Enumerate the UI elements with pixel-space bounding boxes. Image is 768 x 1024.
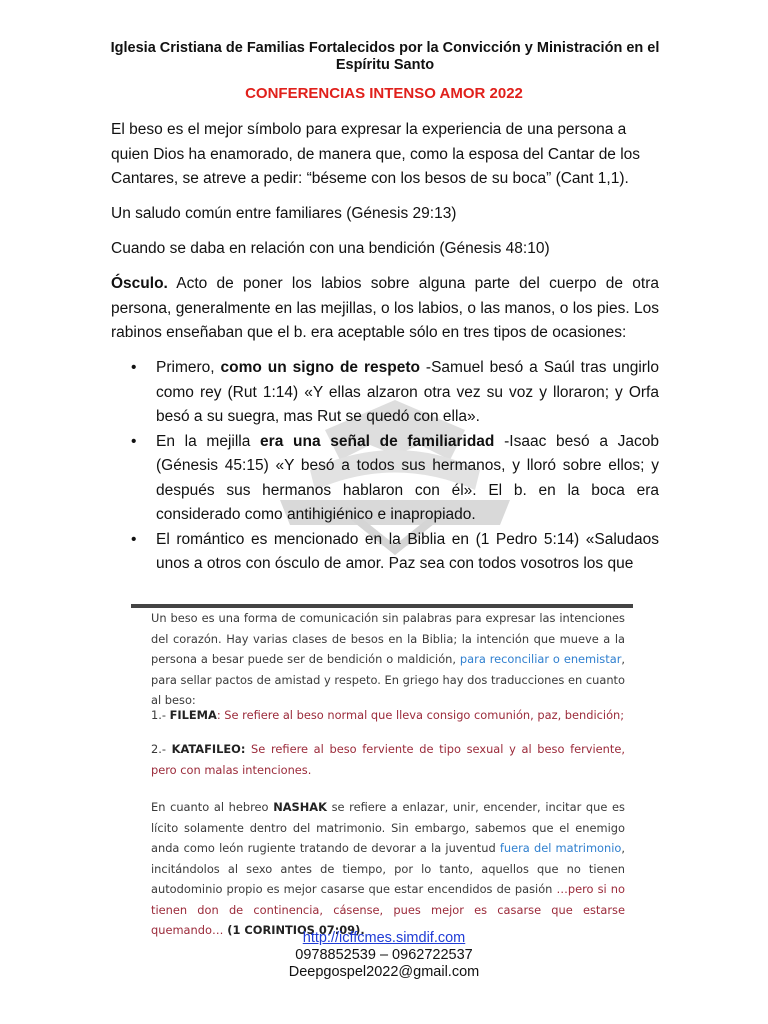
- embed-reference: (1 CORINTIOS 07:09).: [223, 923, 365, 937]
- embed-term: FILEMA: [169, 708, 217, 722]
- embed-nashak-paragraph: [151, 797, 625, 941]
- bullet-text: Primero,: [156, 359, 221, 376]
- embed-term: KATAFILEO:: [171, 742, 246, 756]
- email-address: Deepgospel2022@gmail.com: [288, 964, 480, 980]
- bullet-text: -Samuel besó a Saúl tras ungirlo como rey (Rut 1:14) «Y ellas alzaron otra vez su voz y lloraron; y Orfa besó a su suegra, mas Rut se quedó con ella».: [156, 359, 659, 425]
- church-name-heading: Iglesia Cristiana de Familias Fortalecidos por la Convicción y Ministración en el Espíritu Santo: [110, 40, 660, 73]
- embed-katafileo-item: [151, 739, 625, 780]
- embed-text: En cuanto al hebreo: [151, 800, 274, 814]
- embed-item-number: 1.-: [151, 708, 170, 722]
- embed-text: , incitándolos al sexo antes de tiempo, por lo tanto, aquellos que no tienen autodominio propio es mejor casarse que estar encendidos de pasión: [151, 841, 625, 896]
- bullet-icon: •: [131, 530, 137, 548]
- embed-text: , para sellar pactos de amistad y respeto. En griego hay dos traducciones en cuanto al beso:: [151, 652, 625, 707]
- embed-item-number: 2.-: [151, 742, 172, 756]
- paragraph-osculo: [111, 272, 659, 346]
- bullet-bold-text: era una señal de familiaridad: [260, 432, 495, 450]
- osculo-definition: Acto de poner los labios sobre alguna parte del cuerpo de otra persona, generalmente en las mejillas, o los labios, o las manos, o los pies. Los rabinos enseñaban que el b. era aceptable sólo en tres tipos de ocasiones:: [111, 275, 659, 341]
- bullet-text: -Isaac besó a Jacob (Génesis 45:15) «Y besó a todos sus hermanos, y lloró sobre ellos; y después sus hermanos hablaron con él». El b. en la boca era considerado como antihigiénico e inapropiado.: [156, 432, 660, 523]
- osculo-term: Ósculo.: [111, 275, 168, 292]
- paragraph-family-greeting: Un saludo común entre familiares (Génesis 29:13): [111, 205, 457, 222]
- embed-quote: …pero si no tienen don de continencia, cásense, pues mejor es casarse que estarse quemando…: [151, 882, 625, 937]
- conference-title: CONFERENCIAS INTENSO AMOR 2022: [245, 85, 523, 102]
- paragraph-beso-symbol: El beso es el mejor símbolo para expresar la experiencia de una persona a quien Dios ha enamorado, de manera que, como la esposa del Cantar de los Cantares, se atreve a pedir: “béseme con los besos de su boca” (Cant 1,1).: [111, 121, 641, 187]
- paragraph-blessing: Cuando se daba en relación con una bendición (Génesis 48:10): [111, 240, 550, 257]
- embed-text: Un beso es una forma de comunicación sin palabras para expresar las intenciones del corazón. Hay varias clases de besos en la Biblia; la intención que mueve a la persona a besar puede ser de bendición o maldición,: [151, 611, 625, 666]
- embed-link-text: para reconciliar o enemistar: [459, 652, 622, 666]
- list-item: [111, 356, 659, 430]
- embed-link-text: fuera del matrimonio: [499, 841, 622, 855]
- embed-term: NASHAK: [273, 800, 327, 814]
- list-item: [111, 430, 659, 528]
- embed-filema-item: [151, 705, 625, 726]
- embed-definition: : Se refiere al beso normal que lleva consigo comunión, paz, bendición;: [216, 708, 625, 722]
- footer: [0, 930, 768, 981]
- embed-intro-paragraph: [151, 608, 625, 711]
- phone-numbers: 0978852539 – 0962722537: [295, 947, 473, 963]
- bullet-icon: •: [131, 432, 137, 450]
- bullet-bold-text: como un signo de respeto: [220, 359, 420, 376]
- embedded-image-excerpt: [131, 604, 633, 937]
- bullet-text: El romántico es mencionado en la Biblia en (1 Pedro 5:14) «Saludaos unos a otros con ósculo de amor. Paz sea con todos vosotros los que: [156, 530, 659, 572]
- website-link[interactable]: http://icffcmes.simdif.com: [302, 930, 466, 946]
- list-item: [111, 528, 659, 577]
- bullet-icon: •: [131, 359, 137, 376]
- embed-text: se refiere a enlazar, unir, encender, incitar que es lícito solamente dentro del matrimonio. Sin embargo, sabemos que el enemigo anda como león rugiente tratando de devorar a la juventud: [151, 800, 625, 855]
- embed-definition: Se refiere al beso ferviente de tipo sexual y al beso ferviente, pero con malas intenciones.: [151, 742, 625, 777]
- bullet-text: En la mejilla: [156, 432, 261, 450]
- kiss-occasions-list: [111, 356, 659, 577]
